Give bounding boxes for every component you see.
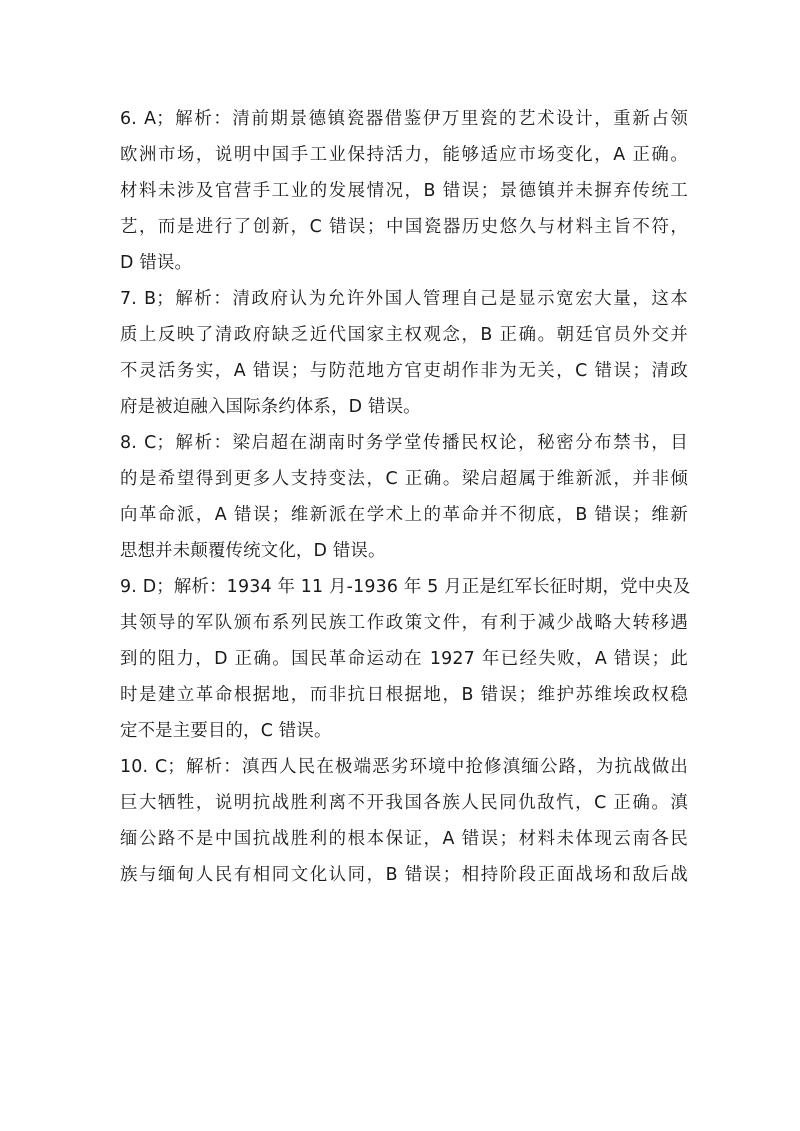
text-line: 思想并未颠覆传统文化，D 错误。 xyxy=(120,541,386,561)
answer-7 xyxy=(120,281,688,425)
text-line: 族与缅甸人民有相同文化认同，B 错误；相持阶段正面战场和敌后战 xyxy=(120,865,688,885)
text-line: 7. B；解析：清政府认为允许外国人管理自己是显示宽宏大量，这本 xyxy=(120,289,688,309)
text-line: D 错误。 xyxy=(120,253,193,273)
text-line: 9. D；解析：1934 年 11 月-1936 年 5 月正是红军长征时期，党中央及 xyxy=(120,577,691,597)
text-line: 欧洲市场，说明中国手工业保持活力，能够适应市场变化，A 正确。 xyxy=(120,145,688,165)
text-line: 质上反映了清政府缺乏近代国家主权观念，B 正确。朝廷官员外交并 xyxy=(120,325,688,345)
answer-6 xyxy=(120,101,688,281)
answer-10 xyxy=(120,749,688,893)
text-line: 8. C；解析：梁启超在湖南时务学堂传播民权论，秘密分布禁书，目 xyxy=(120,433,688,453)
text-line: 府是被迫融入国际条约体系，D 错误。 xyxy=(120,397,421,417)
text-line: 定不是主要目的，C 错误。 xyxy=(120,721,332,741)
text-line: 6. A；解析：清前期景德镇瓷器借鉴伊万里瓷的艺术设计，重新占领 xyxy=(120,109,688,129)
text-line: 缅公路不是中国抗战胜利的根本保证，A 错误；材料未体现云南各民 xyxy=(120,829,688,849)
text-line: 的是希望得到更多人支持变法，C 正确。梁启超属于维新派，并非倾 xyxy=(120,469,688,489)
text-line: 艺，而是进行了创新，C 错误；中国瓷器历史悠久与材料主旨不符， xyxy=(120,217,688,237)
text-line: 不灵活务实，A 错误；与防范地方官吏胡作非为无关，C 错误；清政 xyxy=(120,361,688,381)
text-line: 10. C；解析：滇西人民在极端恶劣环境中抢修滇缅公路，为抗战做出 xyxy=(120,757,688,777)
answer-8 xyxy=(120,425,688,569)
answer-9 xyxy=(120,569,691,749)
text-line: 巨大牺牲，说明抗战胜利离不开我国各族人民同仇敌忾，C 正确。滇 xyxy=(120,793,688,813)
answer-explanations xyxy=(120,101,691,893)
text-line: 时是建立革命根据地，而非抗日根据地，B 错误；维护苏维埃政权稳 xyxy=(120,685,688,705)
text-line: 到的阻力，D 正确。国民革命运动在 1927 年已经失败，A 错误；此 xyxy=(120,649,688,669)
text-line: 其领导的军队颁布系列民族工作政策文件，有利于减少战略大转移遇 xyxy=(120,613,688,633)
text-line: 向革命派，A 错误；维新派在学术上的革命并不彻底，B 错误；维新 xyxy=(120,505,688,525)
text-line: 材料未涉及官营手工业的发展情况，B 错误；景德镇并未摒弃传统工 xyxy=(120,181,688,201)
